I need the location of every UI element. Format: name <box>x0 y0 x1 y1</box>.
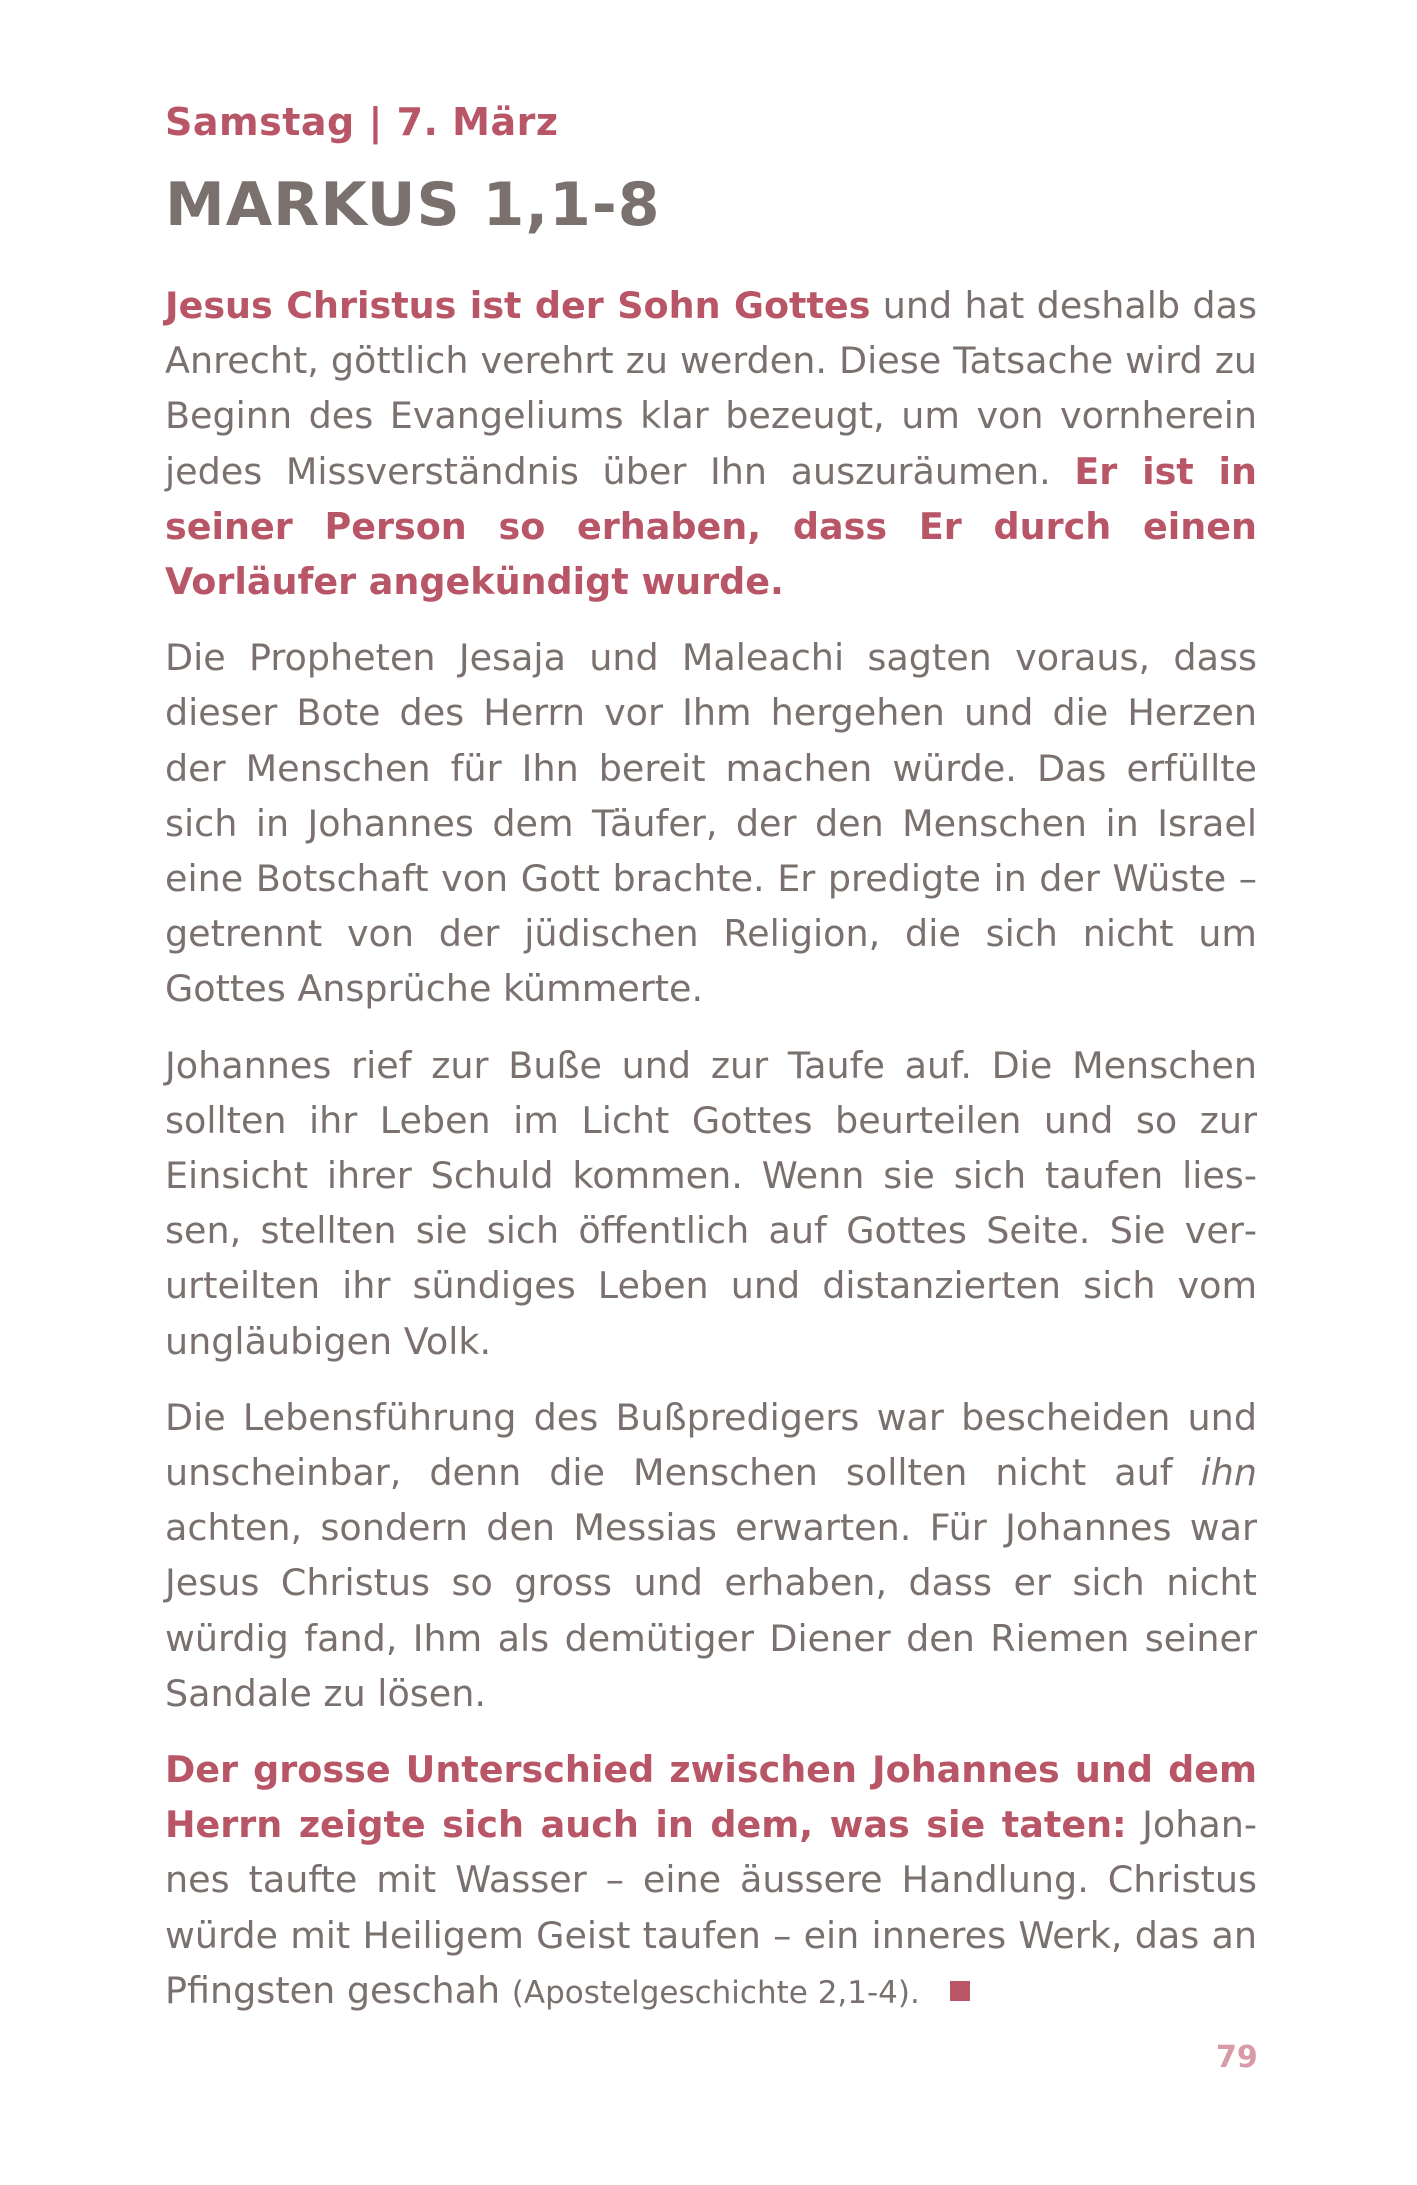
square-end-mark-icon <box>950 1981 970 2001</box>
date-line: Samstag | 7. März <box>165 100 559 144</box>
scripture-reference-title: MARKUS 1,1-8 <box>165 170 661 240</box>
body-text: Die Lebensführung des Bußpredigers war bescheiden und unscheinbar, denn die Menschen sollten nicht auf <box>165 1395 1257 1495</box>
body-text: achten, sondern den Messias erwarten. Für Johannes war Jesus Christus so gross und erhaben, dass er sich nicht würdig fand, Ihm als demütiger Diener den Riemen seiner Sandale zu lösen. <box>165 1506 1257 1715</box>
highlight-text: Der grosse Unterschied zwischen Johannes und dem Herrn zeigte sich auch in dem, was sie taten: <box>165 1748 1257 1847</box>
highlight-text: Er ist in seiner Person so erhaben, dass Er durch einen Vorläufer angekündigt wurde. <box>165 449 1258 604</box>
highlight-text: Jesus Christus ist der Sohn Gottes <box>165 284 871 327</box>
emphasis-text: ihn <box>1200 1451 1257 1495</box>
body-text: und hat deshalb das Anrecht, göttlich verehrt zu werden. Diese Tatsache wird zu Beginn des Evangeliums klar bezeugt, um von vornherein jedes Missverständnis über Ihn auszuräumen. <box>165 284 1257 493</box>
paragraph-1 <box>165 278 1257 609</box>
article-body <box>165 278 1257 2042</box>
page-number: 79 <box>1216 2040 1258 2075</box>
paragraph-4 <box>165 1390 1257 1721</box>
paragraph-2: Die Propheten Jesaja und Maleachi sagten voraus, dass dieser Bote des Herrn vor Ihm hergehen und die Herzen der Menschen für Ihn bereit machen würde. Das erfüllte sich in Johannes dem Täufer, der den Menschen in Israel eine Botschaft von Gott brachte. Er predigte in der Wüste – getrennt von der jüdischen Religion, die sich nicht um Gottes Ansprüche kümmerte. <box>165 636 1257 1011</box>
bible-reference: (Apostelgeschichte 2,1-4). <box>511 1974 920 2011</box>
paragraph-3: Johannes rief zur Buße und zur Taufe auf. Die Menschen sollten ihr Leben im Licht Gottes beurteilen und so zur Einsicht ihrer Schuld kommen. Wenn sie sich taufen liessen, stellten sie sich öffentlich auf Gottes Seite. Sie verurteilten ihr sündiges Leben und distanzierten sich vom ungläubigen Volk. <box>165 1043 1257 1363</box>
paragraph-5 <box>165 1742 1257 2021</box>
body-text: Johannes taufte mit Wasser – eine äussere Handlung. Christus würde mit Heiligem Geist taufen – ein inneres Werk, das an Pfingsten geschah <box>165 1803 1257 2012</box>
